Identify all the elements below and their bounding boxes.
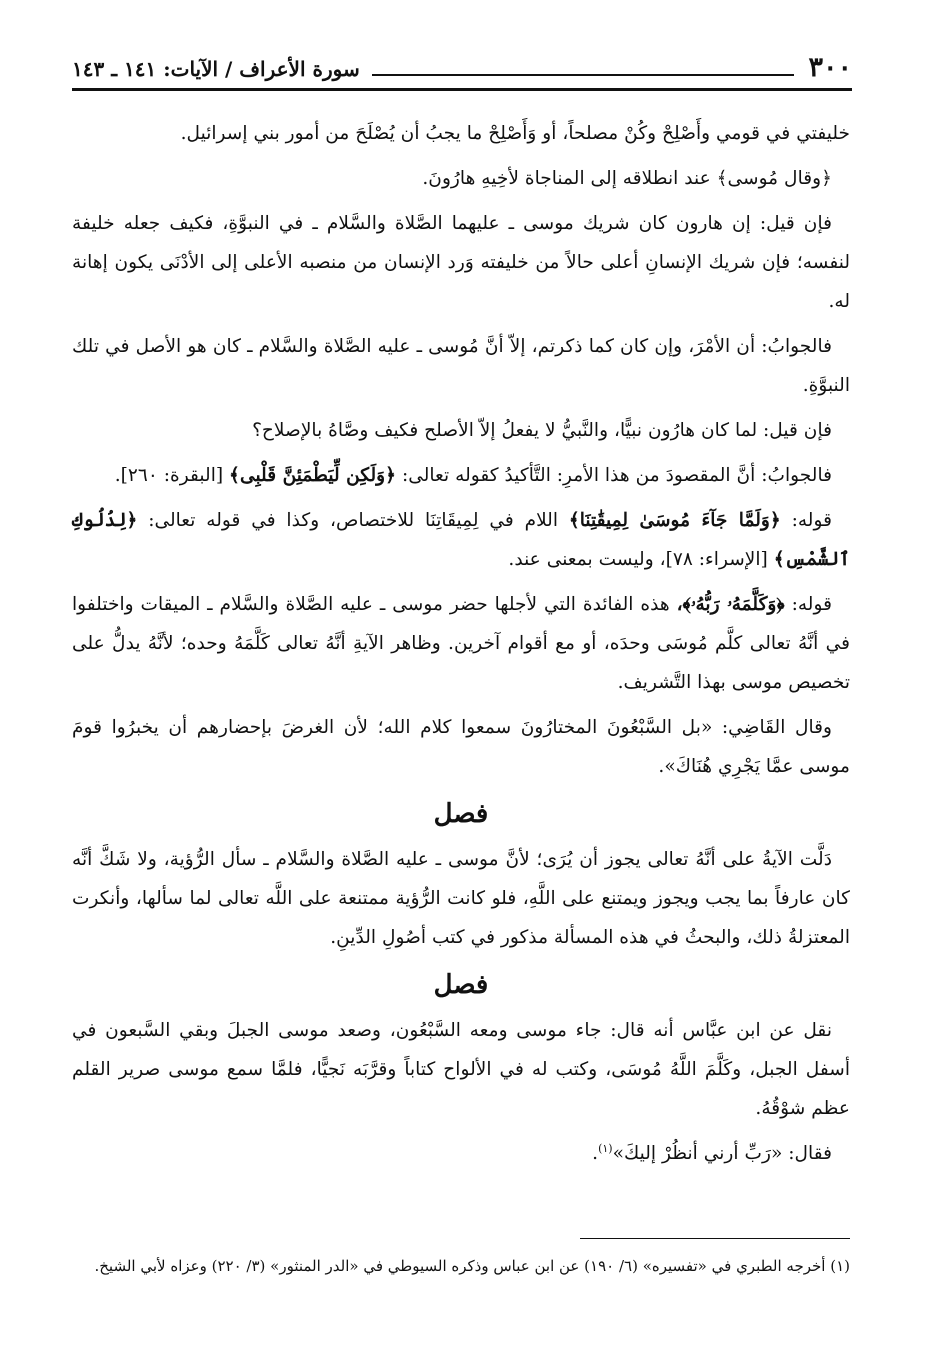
running-title: سورة الأعراف / الآيات: ١٤١ ـ ١٤٣ bbox=[72, 57, 360, 81]
paragraph-5: فإن قيل: لما كان هارُون نبيًّا، والنَّبيُّ لا يفعلُ إلاّ الأصلح فكيف وصَّاهُ بالإصلاح؟ bbox=[252, 420, 832, 441]
paragraph-4: فالجوابُ: أن الأمْرَ، وإن كان كما ذكرتم، إلاّ أنَّ مُوسى ـ عليه الصَّلاة والسَّلام ـ كان هو الأصل في تلك النبوَّةِ. bbox=[72, 336, 850, 396]
main-text bbox=[72, 114, 850, 1179]
quran-verse: ﴿وَكَلَّمَهُۥ رَبُّهُۥ﴾، bbox=[676, 594, 785, 615]
verse-reference: [الإسراء: ٧٨]، وليست بمعنى عند. bbox=[508, 549, 768, 570]
paragraph-3: فإن قيل: إن هارون كان شريك موسى ـ عليهما الصَّلاة والسَّلام ـ في النبوَّةِ، فكيف جعله خليفة لنفسه؛ فإن شريك الإنسانِ أعلى حالاً من خليفته وَرد الإنسان من منصبه الأعلى إلى الأدْنَى يكون إهانة له. bbox=[72, 213, 850, 312]
page-number: ٣٠٠ bbox=[808, 52, 852, 83]
header-rule bbox=[72, 88, 852, 91]
paragraph-12 bbox=[72, 1134, 850, 1173]
sentence-end: . bbox=[592, 1143, 599, 1164]
footnote-marker: (١) bbox=[598, 1141, 613, 1155]
paragraph-7 bbox=[72, 501, 850, 579]
commentary-text: اللام في لِمِيقَاتِنَا للاختصاص، وكذا في قوله تعالى: bbox=[148, 510, 559, 531]
quran-verse: ﴿وَلَمَّا جَآءَ مُوسَىٰ لِمِيقَٰتِنَا﴾ bbox=[568, 510, 781, 531]
quran-verse: ﴿لِدُلُوكِ ٱلشَّمْسِ﴾ bbox=[72, 510, 850, 570]
quote-text: فقال: «رَبِّ أرني أنظُرْ إليكَ» bbox=[612, 1143, 832, 1164]
answer-intro: فالجوابُ: أنَّ المقصودَ من هذا الأمرِ: التَّأكيدُ كقوله تعالى: bbox=[401, 465, 832, 486]
paragraph-1: خليفتي في قومي وأَصْلِحْ وكُنْ مصلحاً، أو وَأَصْلِحْ ما يجبُ أن يُصْلَحَ من أمور بني إسرائيل. bbox=[180, 123, 850, 144]
footnote-separator bbox=[580, 1238, 850, 1239]
qawluhu-label: قوله: bbox=[791, 510, 832, 531]
quran-verse: ﴿وَلَكِن لِّيَطْمَئِنَّ قَلْبِى﴾ bbox=[229, 465, 397, 486]
section-heading: فصل bbox=[433, 799, 489, 829]
qawluhu-label: قوله: bbox=[791, 594, 832, 615]
commentary-text: هذه الفائدة التي لأجلها حضر موسى ـ عليه الصَّلاة والسَّلام ـ الميقات واختلفوا في أنَّهُ تعالى كلَّم مُوسَى وحدَه، أو مع أقوام آخرين. وظاهر الآيةِ أنَّهُ تعالى كَلَّمَهُ وحده؛ لأنَّهُ يدلُّ على تخصيص موسى بهذا التَّشريف. bbox=[72, 594, 850, 693]
footnote-1: (١) أخرجه الطبري في «تفسيره» (٦/ ١٩٠) عن ابن عباس وذكره السيوطي في «الدر المنثور» (٣/ ٢٢٠) وعزاه لأبي الشيخ. bbox=[94, 1257, 850, 1275]
page-header bbox=[72, 52, 852, 82]
paragraph-2: ﴿وقال مُوسى﴾ عند انطلاقه إلى المناجاة لأخِيهِ هارُونَ. bbox=[422, 168, 832, 189]
header-leader-line bbox=[372, 74, 795, 76]
verse-reference: [البقرة: ٢٦٠]. bbox=[114, 465, 224, 486]
paragraph-10: دَلَّت الآيةُ على أنَّهُ تعالى يجوز أن يُرَى؛ لأنَّ موسى ـ عليه الصَّلاة والسَّلام ـ سأل الرُّؤية، ولا شَكَّ أنَّه كان عارفاً بما يجب ويجوز ويمتنع على اللَّهِ، فلو كانت الرُّؤية ممتنعة على اللَّه تعالى لما سألها، وأنكرت المعتزلةُ ذلك، والبحثُ في هذه المسألة مذكور في كتب أصُولِ الدِّينِ. bbox=[72, 849, 850, 948]
section-heading: فصل bbox=[433, 970, 489, 1000]
paragraph-8 bbox=[72, 585, 850, 702]
footnotes bbox=[72, 1250, 850, 1282]
paragraph-6 bbox=[72, 456, 850, 495]
paragraph-11: نقل عن ابن عبَّاس أنه قال: جاء موسى ومعه السَّبْعُون، وصعد موسى الجبلَ وبقي السَّبعون في أسفل الجبل، وكَلَّمَ اللَّهُ مُوسَى، وكتب له في الألواح كتاباً وقرَّبَه نَجيًّا، فلمَّا سمع موسى صرير القلم عظم شوْقُهُ. bbox=[72, 1020, 850, 1119]
paragraph-9: وقال القَاضِي: «بل السَّبْعُونَ المختارُونَ سمعوا كلام الله؛ لأن الغرضَ بإحضارهم أن يخبرُوا قومَ موسى عمَّا يَجْرِي هُنَاكَ». bbox=[72, 717, 850, 777]
